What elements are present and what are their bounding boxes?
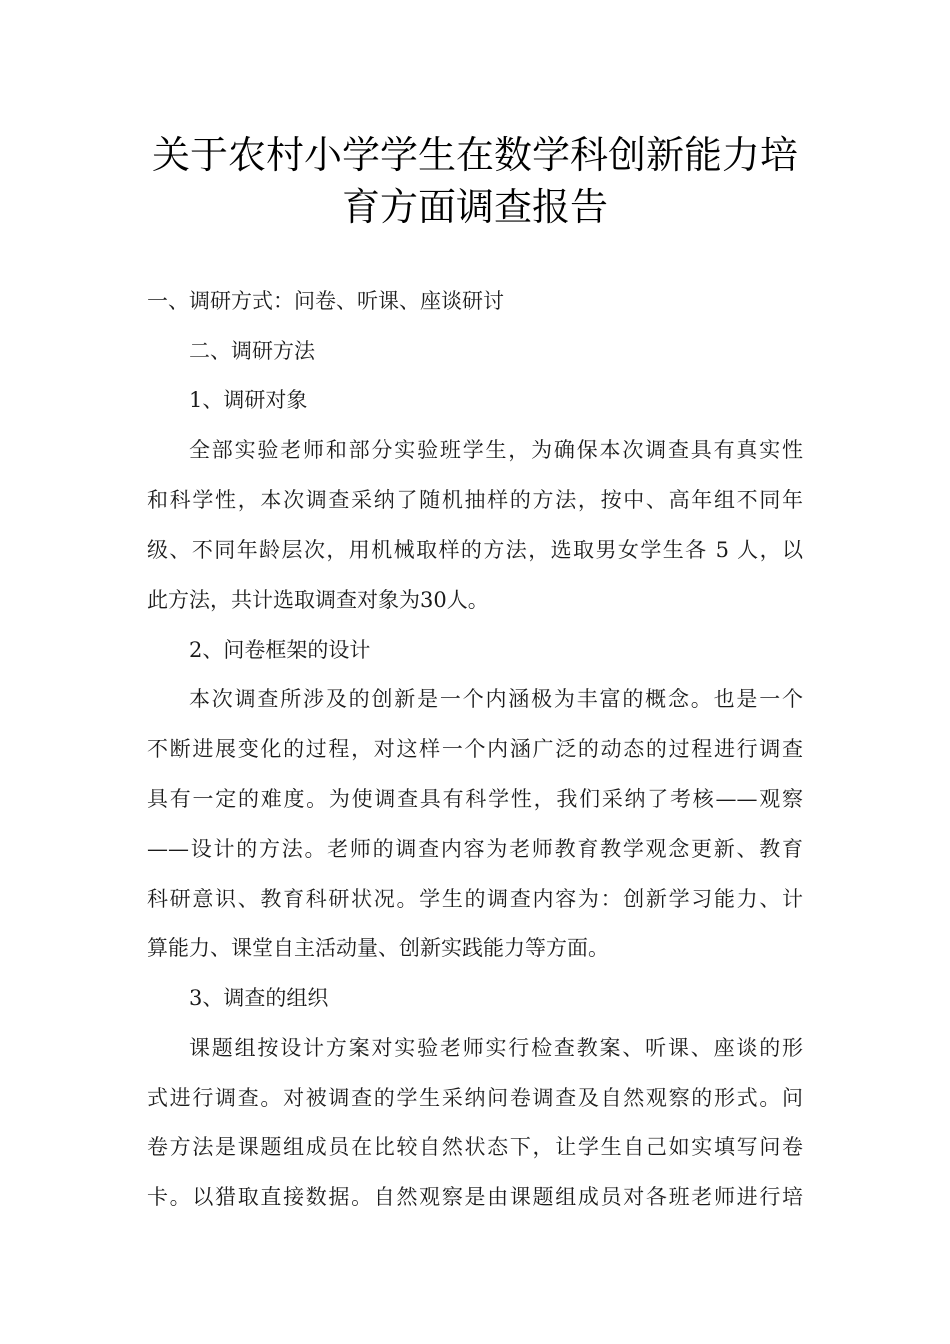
section-heading-2: 二、调研方法: [189, 339, 315, 363]
paragraph-2-line: 具有一定的难度。为使调查具有科学性，我们采纳了考核——观察: [147, 787, 803, 811]
document-title-line-1: 关于农村小学学生在数学科创新能力培: [151, 133, 798, 177]
subsection-heading-2: 2、问卷框架的设计: [189, 638, 371, 662]
subsection-heading-1: 1、调研对象: [189, 388, 308, 412]
paragraph-3-line: 课题组按设计方案对实验老师实行检查教案、听课、座谈的形: [189, 1036, 803, 1060]
paragraph-2-line: 不断进展变化的过程，对这样一个内涵广泛的动态的过程进行调查: [147, 737, 803, 761]
paragraph-3-line: 式进行调查。对被调查的学生采纳问卷调查及自然观察的形式。问: [147, 1086, 803, 1110]
section-heading-1: 一、调研方式：问卷、听课、座谈研讨: [147, 289, 504, 313]
paragraph-1-line: 级、不同年龄层次，用机械取样的方法，选取男女学生各 5 人，以: [147, 538, 803, 562]
paragraph-2-line: 科研意识、教育科研状况。学生的调查内容为：创新学习能力、计: [147, 887, 803, 911]
paragraph-2-line: ——设计的方法。老师的调查内容为老师教育教学观念更新、教育: [147, 837, 803, 861]
paragraph-3-line: 卷方法是课题组成员在比较自然状态下，让学生自己如实填写问卷: [147, 1135, 803, 1159]
paragraph-2-line: 本次调查所涉及的创新是一个内涵极为丰富的概念。也是一个: [189, 687, 803, 711]
paragraph-2-line: 算能力、课堂自主活动量、创新实践能力等方面。: [147, 936, 609, 960]
subsection-heading-3: 3、调查的组织: [189, 986, 329, 1010]
document-title-line-2: 育方面调查报告: [341, 185, 608, 229]
paragraph-1-line: 此方法，共计选取调查对象为30人。: [147, 588, 489, 612]
paragraph-1-line: 和科学性，本次调查采纳了随机抽样的方法，按中、高年组不同年: [147, 488, 803, 512]
paragraph-3-line: 卡。以猎取直接数据。自然观察是由课题组成员对各班老师进行培: [147, 1185, 803, 1209]
paragraph-1-line: 全部实验老师和部分实验班学生，为确保本次调查具有真实性: [189, 438, 803, 462]
